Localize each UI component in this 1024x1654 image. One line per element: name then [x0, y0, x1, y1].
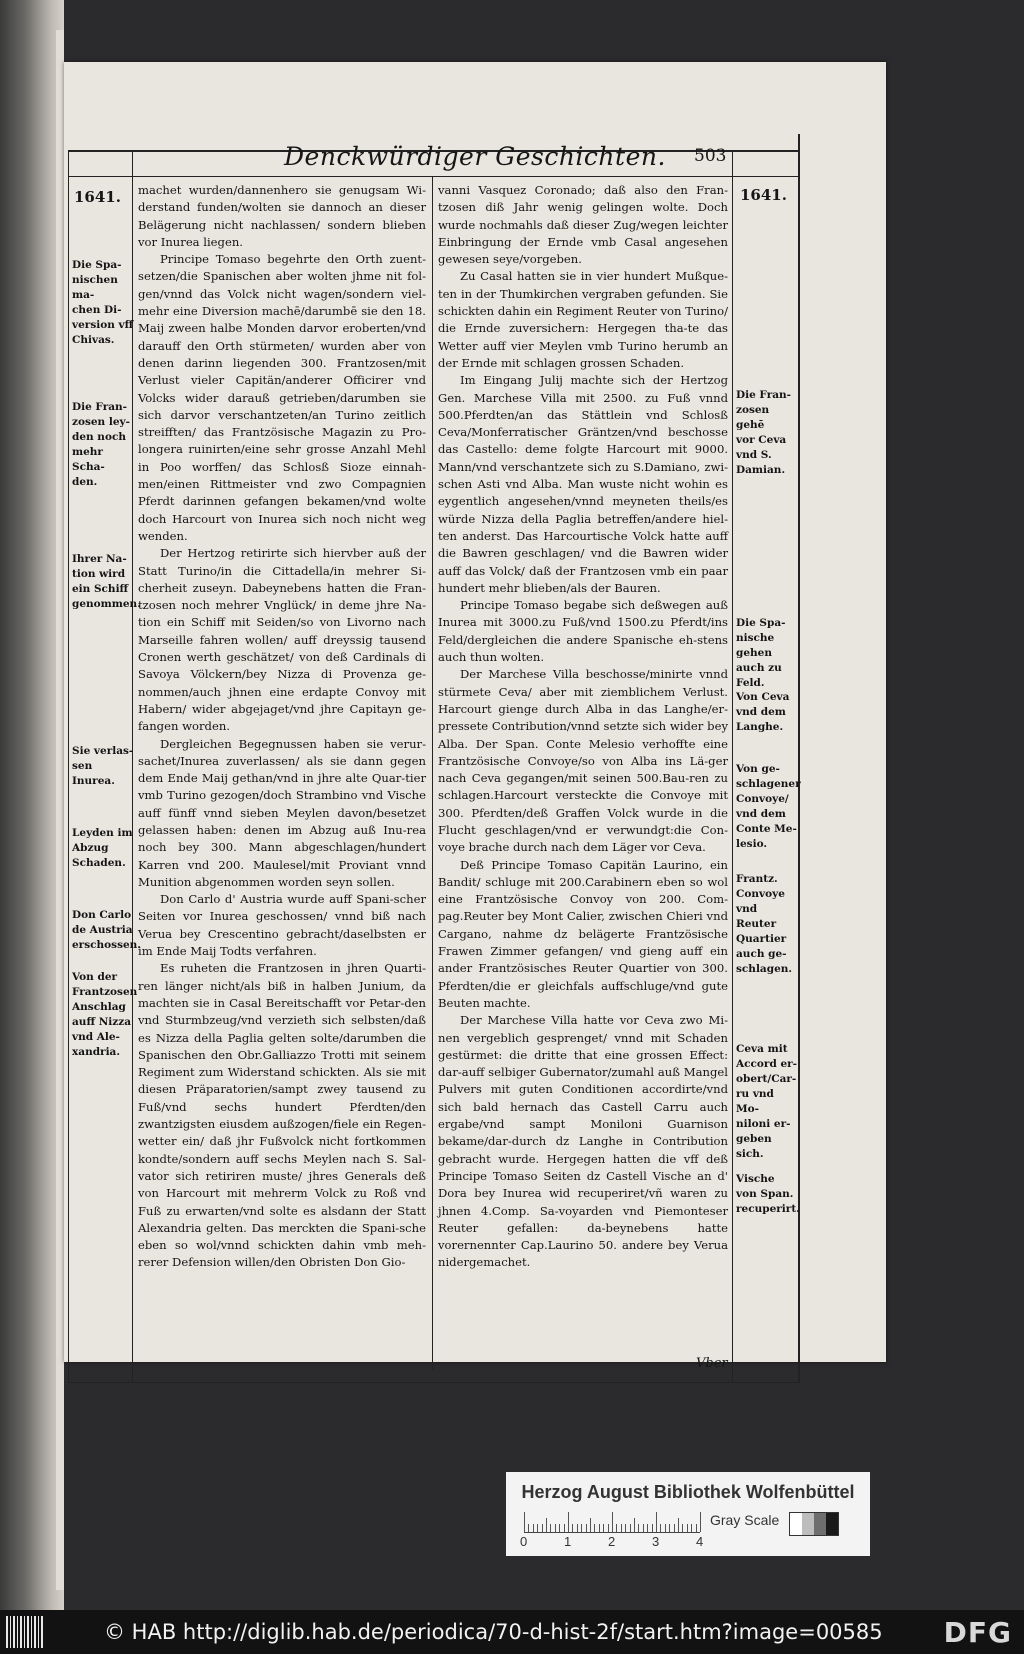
year-left: 1641.: [74, 188, 121, 206]
page-number: 503: [694, 146, 727, 166]
ruler-tick: [564, 1524, 565, 1532]
ruler-tick: [656, 1512, 657, 1532]
ruler-tick: [678, 1518, 679, 1532]
ruler-tick: [537, 1524, 538, 1532]
ruler-tick: [524, 1512, 525, 1532]
ruler-tick: [577, 1524, 578, 1532]
margin-note-left: Die Fran- zosen ley- den noch mehr Scha- den.: [72, 401, 130, 488]
library-scale-label: [506, 1472, 870, 1556]
paragraph: Der Hertzog retirirte sich hiervber auß der Statt Turino/in die Cittadella/in mehrer Si-cherheit zuseyn. Dabeynebens hatten die Fran-tzosen noch mehrer Vnglück/ in deme jhre Na-tion ein Schiff mit Seiden/so von Livorno nach Marseille fahren wollen/ auff dreyssig tausend Cronen werth geschätzet/ von deß Cardinals di Savoya Völckern/bey Nizza di Provenza ge-nommen/auch jhnen eine erdapte Convoy mit Habern/ wider abgejaget/vnd jhre Capitayn ge-fangen worden.: [138, 546, 426, 734]
library-name: Herzog August Bibliothek Wolfenbüttel: [521, 1482, 855, 1502]
margin-note-left: Sie verlas- sen Inurea.: [72, 745, 134, 787]
ruler-tick: [599, 1524, 600, 1532]
scale-number: 1: [564, 1534, 572, 1549]
ruler-tick: [528, 1524, 529, 1532]
paragraph: Principe Tomaso begehrte den Orth zuent-setzen/die Spanischen aber wolten jhme nit fol-gen/vnnd das Volck nicht wagen/sondern viel-mehr eine Diversion machē/darumbē sie den 18. Maij zween halbe Monden darvor eroberten/vnd darauff den Orth stürmeten/ wurden aber von denen darinn liegenden 300. Frantzosen/mit Verlust vieler Capitän/anderer Officirer vnd Volcks wider darauß getrieben/darumben sie sich darvor verschantzeten/an Turino zeitlich streifften/ das Frantzösische Magazin zu Pro-longera ruinirten/eine sehr grosse Anzahl Mehl in Poo worffen/ das Schlosß Sioze einnah-men/einen Rittmeister vnd zwo Compagnien Pferdt darinnen gefangen bekamen/vnd wolte doch Harcourt von Inurea sich noch nicht weg wenden.: [138, 252, 426, 543]
ruler-tick: [555, 1524, 556, 1532]
ruler-tick: [533, 1524, 534, 1532]
ruler-tick: [586, 1524, 587, 1532]
margin-note-left: Ihrer Na- tion wird ein Schiff genommen.: [72, 553, 141, 610]
paragraph: Der Marchese Villa hatte vor Ceva zwo Mi-nen vergeblich gesprenget/ vnnd mit Schaden gestürmet: die dritte that eine grossen Effect: dar-auff selbiger Gubernator/zumahl auß Mangel Pulvers mit guten Conditionen accordirte/vnd sich bald hernach das Castell Carru auch ergabe/vnd sampt Moniloni Guarnison bekame/dar-durch dz Langhe in Contribution gebracht wurde. Hergegen hatten die vff deß Principe Tomaso Seiten dz Castell Vische an d' Dora bey Inurea wid recuperiret/vñ waren zu jhnen 4.Comp. Sa-voyarden vnd Piemonteser Reuter gefallen: da-beynebens hatte vorernennter Cap.Laurino 50. andere bey Verua nidergemachet.: [438, 1013, 728, 1270]
ruler-tick: [700, 1512, 701, 1532]
ruler-tick: [638, 1524, 639, 1532]
ruler-tick: [665, 1524, 666, 1532]
margin-note-left: Don Carlo de Austria erschossen.: [72, 909, 141, 951]
scanned-page: [64, 62, 886, 1371]
frame-left-rule: [68, 150, 69, 1382]
scale-ruler: [524, 1510, 700, 1533]
scale-number: 2: [608, 1534, 616, 1549]
ruler-tick: [621, 1524, 622, 1532]
ruler-tick: [647, 1524, 648, 1532]
ruler-tick: [696, 1524, 697, 1532]
margin-note-right: Die Fran- zosen gehē vor Ceva vnd S. Damian.: [736, 389, 792, 476]
ruler-tick: [669, 1524, 670, 1532]
ruler-tick: [643, 1524, 644, 1532]
paragraph: Principe Tomaso begabe sich deßwegen auß Inurea mit 3000.zu Fuß/vnd 1500.zu Pferdt/ins Feld/dergleichen die andere Spanische eh-stens auch thun wolten.: [438, 598, 728, 665]
margin-note-right: Vische von Span. recuperirt.: [736, 1173, 800, 1215]
running-title: Denckwürdiger Geschichten.: [284, 142, 666, 171]
paragraph: Dergleichen Begegnussen haben sie verur-sachet/Inurea zuverlassen/ als sie dann gegen dem Ende Maij gethan/vnd in jhre alte Quar-tier vmb Turino gezogen/doch Strambino vnd Vische auff fünff vnnd sieben Meylen davon/besetzet gelassen haben: denen im Abzug auß Inu-rea noch bey 300. Mann abgeschlagen/hundert Karren vnd 200. Maulesel/mit Proviant vnnd Munition abgenommen worden seyn sollen.: [138, 736, 426, 889]
year-right: 1641.: [740, 186, 787, 204]
ruler-tick: [634, 1518, 635, 1532]
ruler-tick: [590, 1518, 591, 1532]
catchword: Vber: [696, 1356, 728, 1371]
viewer-footer: [0, 1610, 1024, 1654]
column-divider: [432, 176, 433, 1370]
ruler-tick: [625, 1524, 626, 1532]
margin-note-right: Die Spa- nische gehen auch zu Feld.: [736, 617, 786, 689]
paragraph: Es ruheten die Frantzosen in jhren Quarti-ren länger nicht/als biß in halben Junium, da machten sie in Casal Bereitschafft vor Petar-den vnd Sturmbzeug/vnd verzieth sich selbsten/daß es Nizza della Paglia gelten solte/darumben die Spanischen den Obr.Galliazzo Trotti mit seinem Regiment zum Widerstand schickten. Als sie mit diesen Präparatorien/sampt zwey tausend zu Fuß/vnd sechs hundert Pferdten/den zwantzigsten eiusdem außzogen/fiele ein Regen-wetter ein/ daß jhr Fußvolck nicht fortkommen kondte/sondern auff sechs Meylen nach S. Sal-vator sich retiriren muste/ jhres Generals deß von Harcourt mit mehrerm Volck zu Roß vnd Fuß zu erwarten/vnd solte es alsdann der Statt Alexandria gelten. Das merckten die Spani-sche eben so wol/vnnd schickten dahin vmb meh-rerer Defension willen/den Obristen Don Gio-: [138, 961, 426, 1270]
dfg-logo: DFG: [943, 1616, 1012, 1649]
text-column-right: [438, 182, 728, 1272]
header-rule-lower: [68, 176, 798, 177]
margin-note-left: Die Spa- nischen ma- chen Di- version vff Chivas.: [72, 259, 134, 346]
margin-note-right: Ceva mit Accord er- obert/Car- ru vnd Mo- niloni er- geben sich.: [736, 1043, 798, 1160]
ruler-tick: [603, 1524, 604, 1532]
ruler-tick: [542, 1524, 543, 1532]
ruler-tick: [546, 1518, 547, 1532]
ruler-tick: [594, 1524, 595, 1532]
ruler-tick: [687, 1524, 688, 1532]
ruler-tick: [630, 1524, 631, 1532]
margin-right-rule: [732, 150, 733, 1382]
source-url[interactable]: © HAB http://diglib.hab.de/periodica/70-d-hist-2f/start.htm?image=00585: [104, 1620, 883, 1644]
ruler-tick: [674, 1524, 675, 1532]
ruler-tick: [660, 1524, 661, 1532]
scale-number: 3: [652, 1534, 660, 1549]
margin-note-left: Von der Frantzosen Anschlag auff Nizza vnd Ale- xandria.: [72, 971, 138, 1058]
ruler-tick: [581, 1524, 582, 1532]
ruler-tick: [612, 1512, 613, 1532]
margin-note-right: Von Ceva vnd dem Langhe.: [736, 691, 790, 733]
paragraph: Zu Casal hatten sie in vier hundert Mußque-ten in der Thumkirchen vergraben gefunden. Sie schickten dahin ein Regiment Reuter von Turino/ die Ernde zuversichern: Hergegen tha-te das Wetter auff vier Meylen vmb Turino herumb an der Ernde mit schlagen grossen Schaden.: [438, 269, 728, 370]
paragraph: Der Marchese Villa beschosse/minirte vnnd stürmete Ceva/ aber mit ziemblichem Verlust. Harcourt gienge durch Alba in das Langhe/er-pressete Contribution/vnnd setzte sich wider bey Alba. Der Span. Conte Melesio verhoffte eine Frantzösische Convoye/so von Alba ins Lä-ger nach Ceva gegangen/mit seinen 500.Bau-ren zu schlagen.Harcourt versteckte die Convoye mit 300. Pferdten/deß Graffen Volck wurde in die Flucht geschlagen/vnd er verwundgt:die Con-voye brache durch nach dem Läger vor Ceva.: [438, 667, 728, 855]
hab-logo-icon: [6, 1616, 44, 1648]
ruler-tick: [568, 1512, 569, 1532]
ruler-tick: [559, 1524, 560, 1532]
scale-number: 4: [696, 1534, 704, 1549]
paragraph: Im Eingang Julij machte sich der Hertzog Gen. Marchese Villa mit 2500. zu Fuß vnnd 500.Pferdten/an das Stättlein vnd Schlosß Ceva/Monferratischer Gräntzen/vnd beschosse das Castello: deme folgte Harcourt mit 9000. Mann/vnd verschantzete sich zu S.Damiano, zwi-schen Asti vnd Alba. Man wuste nicht wohin es eygentlich angesehen/vnnd meyneten theils/es würde Nizza della Paglia betreffen/andere hiel-ten anderst. Das Harcourtische Volck hatte auff die Bawren geschlagen/ vnd die Bawren wider auff das Volck/ daß der Frantzosen vmb ein paar hundert mehr blieben/als der Bauren.: [438, 373, 728, 595]
ruler-tick: [691, 1524, 692, 1532]
ruler-tick: [682, 1524, 683, 1532]
paragraph: machet wurden/dannenhero sie genugsam Wi-derstand funden/wolten sie dannoch an dieser Belägerung nicht nachlassen/ sondern blieben vor Inurea liegen.: [138, 183, 426, 249]
paragraph: Don Carlo d' Austria wurde auff Spani-scher Seiten vor Inurea geschossen/ vnnd biß nach Verua bey Crescentino gebracht/daselbsten er im Ende Maij Todts verfahren.: [138, 892, 426, 959]
paragraph: Deß Principe Tomaso Capitän Laurino, ein Bandit/ schluge mit 200.Carabinern eben so wol eine Frantzösische Convoy von 200. Com-pag.Reuter bey Mont Calier, zwischen Chieri vnd Cargano, nahme dz belägerte Frantzösische Frawen Zimmer gefangen/ vnd gieng auff ein ander Frantzösisches Reuter Quartier von 300. Pferdten/die er gleichfals auffschluge/vnd gute Beuten machte.: [438, 857, 728, 1010]
margin-note-right: Frantz. Convoye vnd Reuter Quartier auch ge- schlagen.: [736, 873, 793, 975]
footer-rule: [68, 1382, 800, 1383]
ruler-tick: [616, 1524, 617, 1532]
scale-number: 0: [520, 1534, 528, 1549]
ruler-tick: [652, 1524, 653, 1532]
margin-note-right: Von ge- schlagener Convoye/ vnd dem Conte Me- lesio.: [736, 763, 801, 850]
ruler-tick: [550, 1524, 551, 1532]
book-spine-shadow: [0, 0, 64, 1610]
margin-note-left: Leyden im Abzug Schaden.: [72, 827, 133, 869]
ruler-tick: [572, 1524, 573, 1532]
gray-scale-label: Gray Scale: [710, 1512, 780, 1528]
ruler-tick: [608, 1524, 609, 1532]
gray-scale-swatches: [789, 1512, 839, 1536]
text-column-left: [138, 182, 426, 1272]
paragraph: vanni Vasquez Coronado; daß also den Fran-tzosen diß Jahr wenig gelingen wolte. Doch wurde nochmahls daß dieser Zug/wegen leichter Einbringung der Ernde vmb Casal angesehen gewesen seye/vorgeben.: [438, 183, 728, 267]
